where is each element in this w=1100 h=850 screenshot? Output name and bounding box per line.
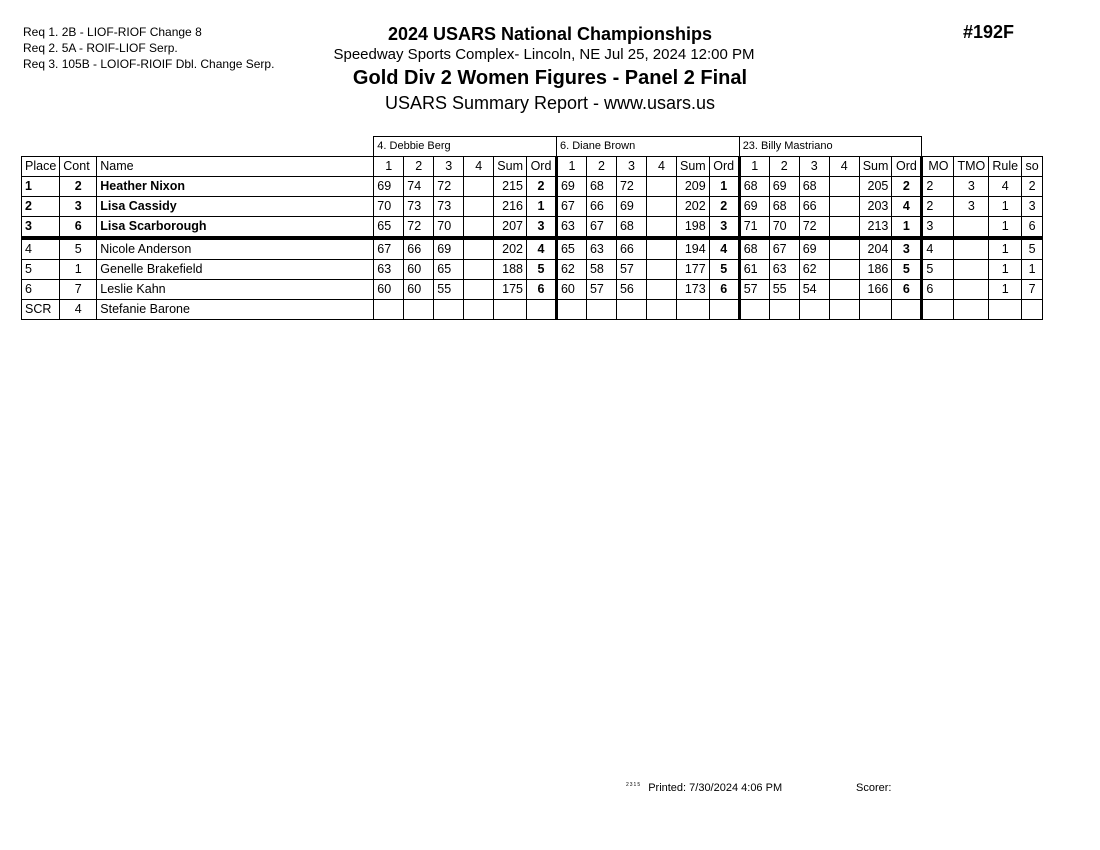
score-cell: [829, 300, 859, 320]
table-row: [22, 217, 1043, 239]
so-cell: [1022, 300, 1043, 320]
ord-cell: 2: [526, 177, 556, 197]
skater-name: Leslie Kahn: [97, 280, 374, 300]
score-cell: [646, 177, 676, 197]
mo-cell: 2: [922, 197, 954, 217]
ord-cell: 5: [526, 260, 556, 280]
ord-cell: [526, 300, 556, 320]
score-cell: [586, 300, 616, 320]
score-cell: [829, 197, 859, 217]
skater-name: Lisa Scarborough: [97, 217, 374, 239]
mo-cell: [922, 300, 954, 320]
score-cell: 73: [404, 197, 434, 217]
score-cell: 71: [739, 217, 769, 239]
score-cell: 69: [739, 197, 769, 217]
score-cell: 68: [616, 217, 646, 239]
so-cell: 2: [1022, 177, 1043, 197]
score-cell: [769, 300, 799, 320]
ord-cell: 6: [709, 280, 739, 300]
ord-cell: [709, 300, 739, 320]
results-table: [21, 136, 1043, 320]
print-footer: [626, 782, 782, 794]
score-cell: [829, 280, 859, 300]
ord-cell: 5: [709, 260, 739, 280]
score-cell: 61: [739, 260, 769, 280]
score-cell: 69: [799, 238, 829, 260]
col-header-name: Name: [97, 157, 374, 177]
ord-cell: 4: [709, 238, 739, 260]
event-number: #192F: [963, 22, 1015, 42]
score-cell: 65: [434, 260, 464, 280]
score-cell: [616, 300, 646, 320]
score-cell: 57: [739, 280, 769, 300]
place-cell: 3: [22, 217, 60, 239]
score-cell: 66: [799, 197, 829, 217]
sum-cell: [494, 300, 527, 320]
tmo-cell: 3: [954, 177, 989, 197]
score-cell: 57: [586, 280, 616, 300]
col-header-place: Place: [22, 157, 60, 177]
col-header-rule: Rule: [989, 157, 1022, 177]
mo-cell: 5: [922, 260, 954, 280]
score-cell: [799, 300, 829, 320]
mo-cell: 2: [922, 177, 954, 197]
col-header-cont: Cont: [60, 157, 97, 177]
score-cell: 68: [739, 238, 769, 260]
col-header-ord: Ord: [709, 157, 739, 177]
ord-cell: 4: [526, 238, 556, 260]
skater-name: Heather Nixon: [97, 177, 374, 197]
judge-header-row: [22, 137, 1043, 157]
table-row: [22, 260, 1043, 280]
requirement-2: Req 2. 5A - ROIF-LIOF Serp.: [23, 41, 178, 55]
col-header-ord: Ord: [526, 157, 556, 177]
rule-cell: 1: [989, 197, 1022, 217]
scorer-label: Scorer:: [856, 782, 892, 794]
score-cell: [464, 280, 494, 300]
tmo-cell: [954, 300, 989, 320]
score-cell: [646, 197, 676, 217]
score-cell: [646, 260, 676, 280]
requirements-list: [23, 24, 274, 72]
col-header-score: 1: [739, 157, 769, 177]
sum-cell: 188: [494, 260, 527, 280]
mo-cell: 6: [922, 280, 954, 300]
sum-cell: 216: [494, 197, 527, 217]
tmo-cell: [954, 238, 989, 260]
score-cell: 57: [616, 260, 646, 280]
table-row: [22, 238, 1043, 260]
rule-cell: 1: [989, 217, 1022, 239]
score-cell: 72: [799, 217, 829, 239]
sum-cell: [859, 300, 892, 320]
tmo-cell: [954, 280, 989, 300]
ord-cell: 2: [709, 197, 739, 217]
ord-cell: 6: [526, 280, 556, 300]
place-cell: 5: [22, 260, 60, 280]
sum-cell: 203: [859, 197, 892, 217]
tmo-cell: [954, 260, 989, 280]
rule-cell: [989, 300, 1022, 320]
col-header-score: 3: [434, 157, 464, 177]
table-row: [22, 177, 1043, 197]
ord-cell: [892, 300, 922, 320]
sum-cell: 215: [494, 177, 527, 197]
rule-cell: 1: [989, 238, 1022, 260]
skater-name: Genelle Brakefield: [97, 260, 374, 280]
judge-name: 23. Billy Mastriano: [739, 137, 922, 157]
score-cell: [374, 300, 404, 320]
requirement-1: Req 1. 2B - LIOF-RIOF Change 8: [23, 25, 202, 39]
col-header-score: 2: [586, 157, 616, 177]
col-header-so: so: [1022, 157, 1043, 177]
skater-name: Nicole Anderson: [97, 238, 374, 260]
rule-cell: 1: [989, 280, 1022, 300]
score-cell: [556, 300, 586, 320]
score-cell: 56: [616, 280, 646, 300]
ord-cell: 5: [892, 260, 922, 280]
score-cell: 63: [586, 238, 616, 260]
sum-cell: 205: [859, 177, 892, 197]
col-header-score: 1: [556, 157, 586, 177]
sum-cell: 198: [676, 217, 709, 239]
score-cell: 67: [769, 238, 799, 260]
sum-cell: 173: [676, 280, 709, 300]
score-cell: 60: [404, 260, 434, 280]
score-cell: [464, 177, 494, 197]
so-cell: 6: [1022, 217, 1043, 239]
col-header-mo: MO: [922, 157, 954, 177]
sum-cell: 204: [859, 238, 892, 260]
score-cell: [464, 197, 494, 217]
score-cell: 68: [586, 177, 616, 197]
col-header-score: 2: [769, 157, 799, 177]
cont-cell: 2: [60, 177, 97, 197]
score-cell: 68: [769, 197, 799, 217]
score-cell: [646, 217, 676, 239]
cont-cell: 7: [60, 280, 97, 300]
score-cell: [646, 280, 676, 300]
score-cell: 60: [374, 280, 404, 300]
cont-cell: 5: [60, 238, 97, 260]
mo-cell: 4: [922, 238, 954, 260]
score-cell: 60: [556, 280, 586, 300]
score-cell: [434, 300, 464, 320]
judge-name: 6. Diane Brown: [556, 137, 739, 157]
col-header-score: 3: [799, 157, 829, 177]
score-cell: [646, 238, 676, 260]
score-cell: 68: [739, 177, 769, 197]
ord-cell: 4: [892, 197, 922, 217]
score-cell: 63: [769, 260, 799, 280]
score-cell: 67: [374, 238, 404, 260]
sum-cell: [676, 300, 709, 320]
rule-cell: 4: [989, 177, 1022, 197]
judge-name: 4. Debbie Berg: [374, 137, 557, 157]
col-header-score: 4: [646, 157, 676, 177]
ord-cell: 3: [526, 217, 556, 239]
so-cell: 1: [1022, 260, 1043, 280]
report-subtitle: USARS Summary Report - www.usars.us: [384, 93, 716, 113]
score-cell: [464, 217, 494, 239]
col-header-ord: Ord: [892, 157, 922, 177]
col-header-score: 4: [464, 157, 494, 177]
score-cell: 70: [374, 197, 404, 217]
score-cell: 62: [799, 260, 829, 280]
score-cell: 69: [769, 177, 799, 197]
mo-cell: 3: [922, 217, 954, 239]
score-cell: [829, 217, 859, 239]
col-header-score: 1: [374, 157, 404, 177]
table-row: [22, 197, 1043, 217]
score-cell: [829, 260, 859, 280]
score-cell: 67: [556, 197, 586, 217]
score-cell: 67: [586, 217, 616, 239]
place-cell: 2: [22, 197, 60, 217]
col-header-score: 4: [829, 157, 859, 177]
place-cell: 1: [22, 177, 60, 197]
score-cell: [646, 300, 676, 320]
score-cell: 68: [799, 177, 829, 197]
so-cell: 3: [1022, 197, 1043, 217]
score-cell: [739, 300, 769, 320]
ord-cell: 1: [892, 217, 922, 239]
sum-cell: 202: [494, 238, 527, 260]
score-cell: 72: [434, 177, 464, 197]
score-cell: 65: [556, 238, 586, 260]
sum-cell: 213: [859, 217, 892, 239]
ord-cell: 6: [892, 280, 922, 300]
competition-title: 2024 USARS National Championships: [387, 24, 713, 44]
sum-cell: 186: [859, 260, 892, 280]
score-cell: [464, 300, 494, 320]
so-cell: 7: [1022, 280, 1043, 300]
score-cell: [404, 300, 434, 320]
cont-cell: 4: [60, 300, 97, 320]
cont-cell: 1: [60, 260, 97, 280]
skater-name: Stefanie Barone: [97, 300, 374, 320]
venue-date: Speedway Sports Complex- Lincoln, NE Jul 25, 2024 12:00 PM: [333, 46, 755, 63]
sum-cell: 194: [676, 238, 709, 260]
score-cell: 62: [556, 260, 586, 280]
score-cell: 63: [374, 260, 404, 280]
ord-cell: 2: [892, 177, 922, 197]
score-cell: [829, 238, 859, 260]
table-row: [22, 300, 1043, 320]
score-cell: 72: [616, 177, 646, 197]
col-header-sum: Sum: [859, 157, 892, 177]
print-code: 2315: [626, 782, 642, 788]
event-title: Gold Div 2 Women Figures - Panel 2 Final: [352, 67, 748, 89]
score-cell: 69: [556, 177, 586, 197]
score-cell: 66: [616, 238, 646, 260]
report-header: [250, 24, 850, 115]
col-header-score: 2: [404, 157, 434, 177]
score-cell: 66: [586, 197, 616, 217]
skater-name: Lisa Cassidy: [97, 197, 374, 217]
printed-timestamp: Printed: 7/30/2024 4:06 PM: [648, 782, 783, 794]
ord-cell: 1: [526, 197, 556, 217]
col-header-sum: Sum: [494, 157, 527, 177]
so-cell: 5: [1022, 238, 1043, 260]
sum-cell: 207: [494, 217, 527, 239]
score-cell: 69: [616, 197, 646, 217]
tmo-cell: [954, 217, 989, 239]
place-cell: SCR: [22, 300, 60, 320]
score-cell: [464, 260, 494, 280]
col-header-sum: Sum: [676, 157, 709, 177]
score-cell: 54: [799, 280, 829, 300]
sum-cell: 209: [676, 177, 709, 197]
score-cell: 70: [769, 217, 799, 239]
score-cell: 69: [374, 177, 404, 197]
rule-cell: 1: [989, 260, 1022, 280]
sum-cell: 177: [676, 260, 709, 280]
col-header-score: 3: [616, 157, 646, 177]
score-cell: 65: [374, 217, 404, 239]
score-cell: 66: [404, 238, 434, 260]
place-cell: 6: [22, 280, 60, 300]
col-header-tmo: TMO: [954, 157, 989, 177]
ord-cell: 1: [709, 177, 739, 197]
score-cell: [829, 177, 859, 197]
sum-cell: 166: [859, 280, 892, 300]
score-cell: 72: [404, 217, 434, 239]
score-cell: 58: [586, 260, 616, 280]
sum-cell: 175: [494, 280, 527, 300]
score-cell: 55: [769, 280, 799, 300]
cont-cell: 3: [60, 197, 97, 217]
score-cell: [464, 238, 494, 260]
score-cell: 55: [434, 280, 464, 300]
score-cell: 70: [434, 217, 464, 239]
ord-cell: 3: [892, 238, 922, 260]
score-cell: 69: [434, 238, 464, 260]
sum-cell: 202: [676, 197, 709, 217]
column-header-row: [22, 157, 1043, 177]
score-cell: 60: [404, 280, 434, 300]
cont-cell: 6: [60, 217, 97, 239]
ord-cell: 3: [709, 217, 739, 239]
requirement-3: Req 3. 105B - LOIOF-RIOIF Dbl. Change Serp.: [23, 57, 275, 71]
tmo-cell: 3: [954, 197, 989, 217]
place-cell: 4: [22, 238, 60, 260]
score-cell: 73: [434, 197, 464, 217]
score-cell: 74: [404, 177, 434, 197]
score-cell: 63: [556, 217, 586, 239]
table-row: [22, 280, 1043, 300]
